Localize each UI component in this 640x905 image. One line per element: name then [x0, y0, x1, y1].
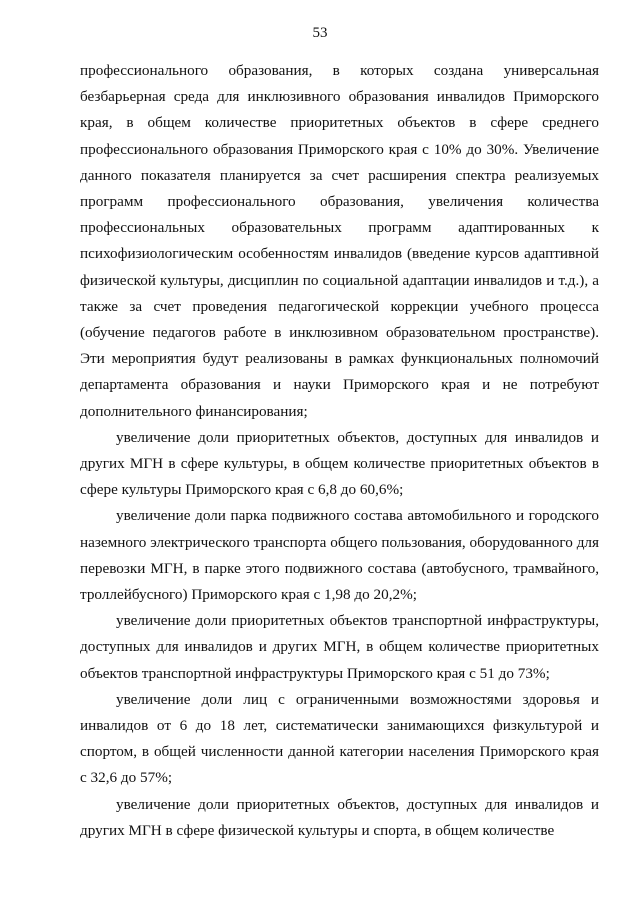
paragraph-transport-fleet: увеличение доли парка подвижного состава автомобильного и городского наземного электрического транспорта общего пользования, оборудованного для перевозки МГН, в парке этого подвижного состава (автобусного, трамвайного, троллейбусного) Приморского края с 1,98 до 20,2%; [80, 507, 599, 604]
page-body [80, 58, 599, 844]
paragraph-transport-infrastructure: увеличение доли приоритетных объектов транспортной инфраструктуры, доступных для инвалидов и других МГН, в общем количестве приоритетных объектов транспортной инфраструктуры Приморского края с 51 до 73%; [80, 612, 599, 682]
page-number: 53 [312, 25, 328, 41]
paragraph-youth-sports: увеличение доли лиц с ограниченными возможностями здоровья и инвалидов от 6 до 18 лет, систематически занимающихся физкультурой и спортом, в общей численности данной категории населения Приморского края с 32,6 до 57%; [80, 690, 599, 787]
paragraph-education-continuation: профессионального образования, в которых создана универсальная безбарьерная среда для инклюзивного образования инвалидов Приморского края, в общем количестве приоритетных объектов в сфере среднего профессионального образования Приморского края с 10% до 30%. Увеличение данного показателя планируется за счет расширения спектра реализуемых программ профессионального образования, увеличения количества профессиональных образовательных программ адаптированных к психофизиологическим особенностям инвалидов (введение курсов адаптивной физической культуры, дисциплин по социальной адаптации инвалидов и т.д.), а также за счет проведения педагогической коррекции учебного процесса (обучение педагогов работе в инклюзивном образовательном пространстве). Эти мероприятия будут реализованы в рамках функциональных полномочий департамента образования и науки Приморского края и не потребуют дополнительного финансирования; [80, 62, 599, 420]
paragraph-sports-objects: увеличение доли приоритетных объектов, доступных для инвалидов и других МГН в сфере физической культуры и спорта, в общем количестве [80, 795, 599, 839]
paragraph-culture-objects: увеличение доли приоритетных объектов, доступных для инвалидов и других МГН в сфере культуры, в общем количестве приоритетных объектов в сфере культуры Приморского края с 6,8 до 60,6%; [80, 428, 599, 499]
